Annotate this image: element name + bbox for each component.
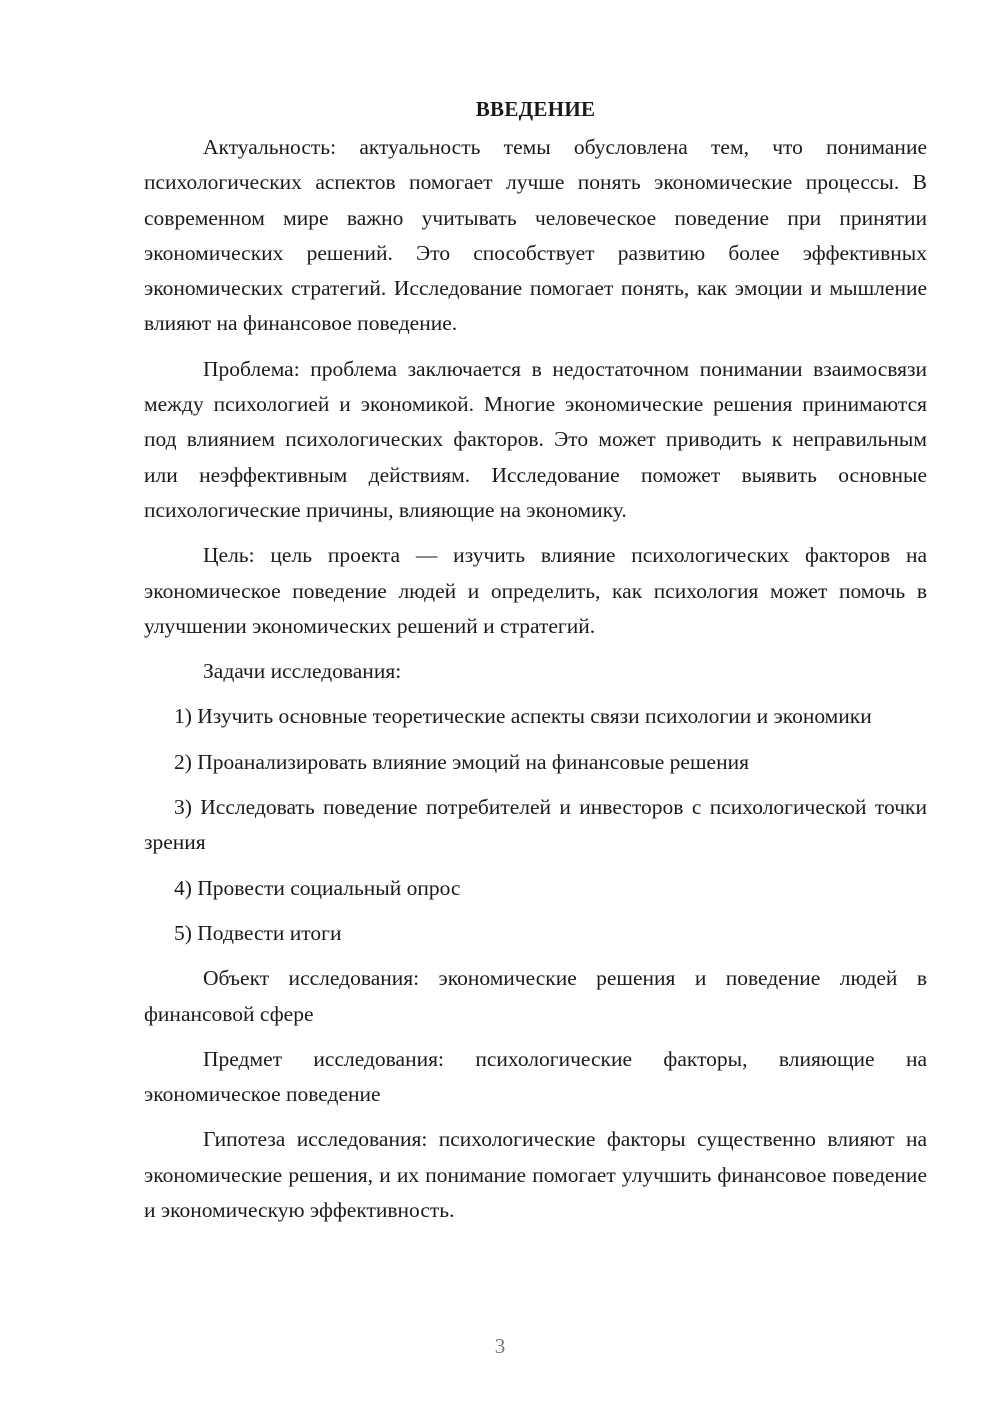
paragraph-problem: Проблема: проблема заключается в недостаточном понимании взаимосвязи между психологией и экономикой. Многие экономические решения принимаются под влиянием психологических факторов. Это может приводить к неправильным или неэффективным действиям. Исследование поможет выявить основные психологические причины, влияющие на экономику. [144, 356, 927, 522]
paragraph-object: Объект исследования: экономические решения и поведение людей в финансовой сфере [144, 966, 927, 1026]
paragraph-hypothesis: Гипотеза исследования: психологические факторы существенно влияют на экономические решения, и их понимание помогает улучшить финансовое поведение и экономическую эффективность. [144, 1127, 927, 1223]
task-item-3: 3) Исследовать поведение потребителей и инвесторов с психологической точки зрения [144, 795, 927, 855]
task-item-1: 1) Изучить основные теоретические аспекты связи психологии и экономики [174, 704, 872, 729]
page-number: 3 [494, 1334, 506, 1358]
page-content [144, 92, 927, 1238]
paragraph-goal: Цель: цель проекта — изучить влияние психологических факторов на экономическое поведение людей и определить, как психология может помочь в улучшении экономических решений и стратегий. [144, 543, 927, 638]
paragraph-relevance: Актуальность: актуальность темы обусловлена тем, что понимание психологических аспектов помогает лучше понять экономические процессы. В современном мире важно учитывать человеческое поведение при принятии экономических решений. Это способствует развитию более эффективных экономических стратегий. Исследование помогает понять, как эмоции и мышление влияют на финансовое поведение. [144, 135, 927, 336]
task-item-2: 2) Проанализировать влияние эмоций на финансовые решения [174, 749, 749, 774]
task-item-5: 5) Подвести итоги [174, 920, 342, 945]
task-item-4: 4) Провести социальный опрос [174, 875, 461, 900]
page-title: ВВЕДЕНИЕ [475, 97, 596, 121]
paragraph-subject: Предмет исследования: психологические факторы, влияющие на экономическое поведение [144, 1046, 927, 1107]
paragraph-tasks-heading: Задачи исследования: [203, 659, 402, 684]
